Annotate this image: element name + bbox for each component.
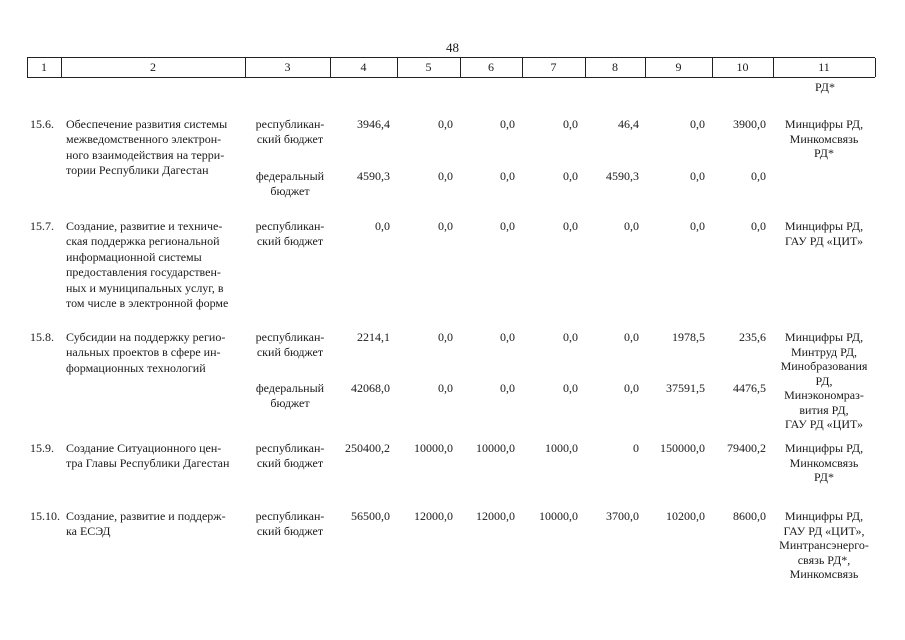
header-bottom-rule (27, 77, 875, 78)
measure-name-line: Создание Ситуационного цен- (66, 441, 222, 455)
funding-value: 10000,0 (539, 509, 578, 523)
measure-name-line: Субсидии на поддержку регио- (66, 330, 226, 344)
header-cell: 2 (150, 60, 156, 74)
funding-value: 0,0 (690, 219, 705, 233)
carryover-responsible: РД* (815, 80, 835, 94)
measure-name-line: Создание, развитие и техниче- (66, 219, 223, 233)
funding-value: 3700,0 (606, 509, 639, 523)
responsible-line: Минцифры РД, (784, 330, 864, 344)
funding-value: 0,0 (563, 169, 578, 183)
responsible-line: Минцифры РД, (784, 509, 864, 523)
row-number: 15.6. (30, 117, 54, 131)
funding-value: 1978,5 (672, 330, 705, 344)
funding-source-line: ский бюджет (256, 524, 324, 539)
funding-value: 8600,0 (733, 509, 766, 523)
funding-value: 10000,0 (476, 441, 515, 455)
measure-name-line: ская поддержка региональной (66, 234, 220, 249)
header-cell: 8 (612, 60, 618, 74)
header-cell: 1 (41, 60, 47, 74)
funding-value: 12000,0 (476, 509, 515, 523)
funding-value: 0,0 (624, 330, 639, 344)
funding-value: 0,0 (500, 330, 515, 344)
funding-source-line: республикан- (255, 509, 325, 523)
funding-value: 0,0 (375, 219, 390, 233)
measure-name-line: предоставления государствен- (66, 265, 221, 280)
funding-value: 56500,0 (351, 509, 390, 523)
responsible-line: Минэкономраз- (784, 388, 864, 402)
funding-value: 0,0 (500, 381, 515, 395)
header-cell: 3 (284, 60, 291, 74)
funding-value: 0,0 (438, 117, 453, 131)
measure-name-line: ного взаимодействия на терри- (66, 147, 225, 162)
funding-source-line: ский бюджет (256, 456, 324, 471)
measure-name (66, 330, 246, 376)
funding-value: 0,0 (563, 330, 578, 344)
funding-source-line: ский бюджет (256, 345, 324, 360)
funding-value: 46,4 (618, 117, 639, 131)
measure-name-line: ка ЕСЭД (66, 524, 111, 539)
funding-value: 0,0 (438, 381, 453, 395)
responsible-line: Минкомсвязь (789, 567, 859, 581)
funding-source-line: федеральный (255, 169, 325, 183)
funding-value: 250400,2 (345, 441, 390, 455)
measure-name-line: том числе в электронной форме (66, 296, 229, 311)
funding-value: 150000,0 (660, 441, 705, 455)
row-number: 15.10. (30, 509, 60, 523)
funding-value: 3900,0 (733, 117, 766, 131)
responsible-line: Минтруд РД, (790, 344, 858, 359)
funding-source-line: федеральный (255, 381, 325, 395)
column-divider (875, 58, 876, 77)
funding-value: 4590,3 (606, 169, 639, 183)
header-cell: 7 (550, 60, 557, 74)
responsible-line: связь РД*, (797, 552, 851, 567)
header-cell: 9 (675, 60, 682, 74)
funding-value: 0,0 (690, 117, 705, 131)
responsible-line: ГАУ РД «ЦИТ», (783, 523, 865, 538)
funding-value: 1000,0 (545, 441, 578, 455)
measure-name-line: информационной системы (66, 249, 202, 264)
measure-name-line: Обеспечение развития системы (66, 117, 228, 131)
responsible-executors (772, 117, 876, 161)
measure-name (66, 509, 246, 540)
row-number: 15.9. (30, 441, 54, 455)
funding-source-line: ский бюджет (256, 234, 324, 249)
responsible-line: Минцифры РД, (784, 117, 864, 131)
row-number: 15.8. (30, 330, 54, 344)
header-cell: 11 (818, 60, 830, 74)
funding-value: 0,0 (563, 219, 578, 233)
responsible-line: ГАУ РД «ЦИТ» (784, 233, 864, 248)
funding-value: 10200,0 (666, 509, 705, 523)
funding-value: 0,0 (500, 219, 515, 233)
responsible-executors (772, 330, 876, 432)
responsible-line: Минцифры РД, (784, 441, 864, 455)
funding-value: 0,0 (500, 169, 515, 183)
funding-value: 0 (633, 441, 639, 455)
funding-value: 3946,4 (357, 117, 390, 131)
measure-name-line: Создание, развитие и поддерж- (66, 509, 226, 523)
responsible-line: Минтрансэнерго- (779, 538, 869, 552)
responsible-line: Минкомсвязь (789, 455, 859, 470)
measure-name-line: ных и муниципальных услуг, в (66, 280, 224, 295)
responsible-line: вития РД, (799, 402, 849, 417)
funding-value: 4476,5 (733, 381, 766, 395)
responsible-line: Минцифры РД, (784, 219, 864, 233)
measure-name (66, 219, 246, 311)
funding-value: 0,0 (690, 169, 705, 183)
funding-source-line: ский бюджет (256, 132, 324, 147)
responsible-line: РД* (814, 470, 834, 484)
funding-value: 0,0 (500, 117, 515, 131)
funding-value: 42068,0 (351, 381, 390, 395)
funding-value: 10000,0 (414, 441, 453, 455)
funding-value: 37591,5 (666, 381, 705, 395)
funding-value: 12000,0 (414, 509, 453, 523)
responsible-line: Минкомсвязь (789, 131, 859, 146)
funding-value: 0,0 (438, 219, 453, 233)
funding-source-line: республикан- (255, 330, 325, 344)
funding-value: 0,0 (563, 381, 578, 395)
responsible-executors (772, 509, 876, 582)
funding-source-line: бюджет (270, 184, 310, 199)
funding-value: 0,0 (438, 330, 453, 344)
responsible-line: ГАУ РД «ЦИТ» (784, 417, 864, 431)
funding-value: 0,0 (751, 169, 766, 183)
funding-value: 0,0 (624, 381, 639, 395)
responsible-line: РД, (815, 373, 833, 388)
funding-value: 2214,1 (357, 330, 390, 344)
measure-name-line: тории Республики Дагестан (66, 163, 209, 178)
header-cell: 6 (488, 60, 494, 74)
funding-value: 0,0 (624, 219, 639, 233)
page-number: 48 (446, 40, 459, 55)
measure-name-line: нальных проектов в сфере ин- (66, 345, 221, 360)
responsible-executors (772, 219, 876, 248)
header-top-rule (27, 57, 875, 58)
header-cell: 10 (736, 60, 749, 74)
header-cell: 4 (360, 60, 367, 74)
funding-source-line: республикан- (255, 219, 325, 233)
funding-source-line: республикан- (255, 117, 325, 131)
measure-name-line: тра Главы Республики Дагестан (66, 456, 230, 471)
funding-source-line: республикан- (255, 441, 325, 455)
header-cell: 5 (425, 60, 432, 74)
row-number: 15.7. (30, 219, 54, 233)
responsible-line: РД* (814, 146, 834, 160)
measure-name (66, 117, 246, 179)
measure-name (66, 441, 246, 472)
funding-value: 0,0 (438, 169, 453, 183)
measure-name-line: межведомственного электрон- (66, 132, 222, 147)
funding-value: 0,0 (563, 117, 578, 131)
responsible-line: Минобразования (780, 359, 868, 373)
funding-value: 235,6 (739, 330, 766, 344)
funding-source-line: бюджет (270, 396, 310, 411)
measure-name-line: формационных технологий (66, 360, 206, 375)
responsible-executors (772, 441, 876, 485)
funding-value: 4590,3 (357, 169, 390, 183)
funding-value: 0,0 (751, 219, 766, 233)
funding-value: 79400,2 (727, 441, 766, 455)
